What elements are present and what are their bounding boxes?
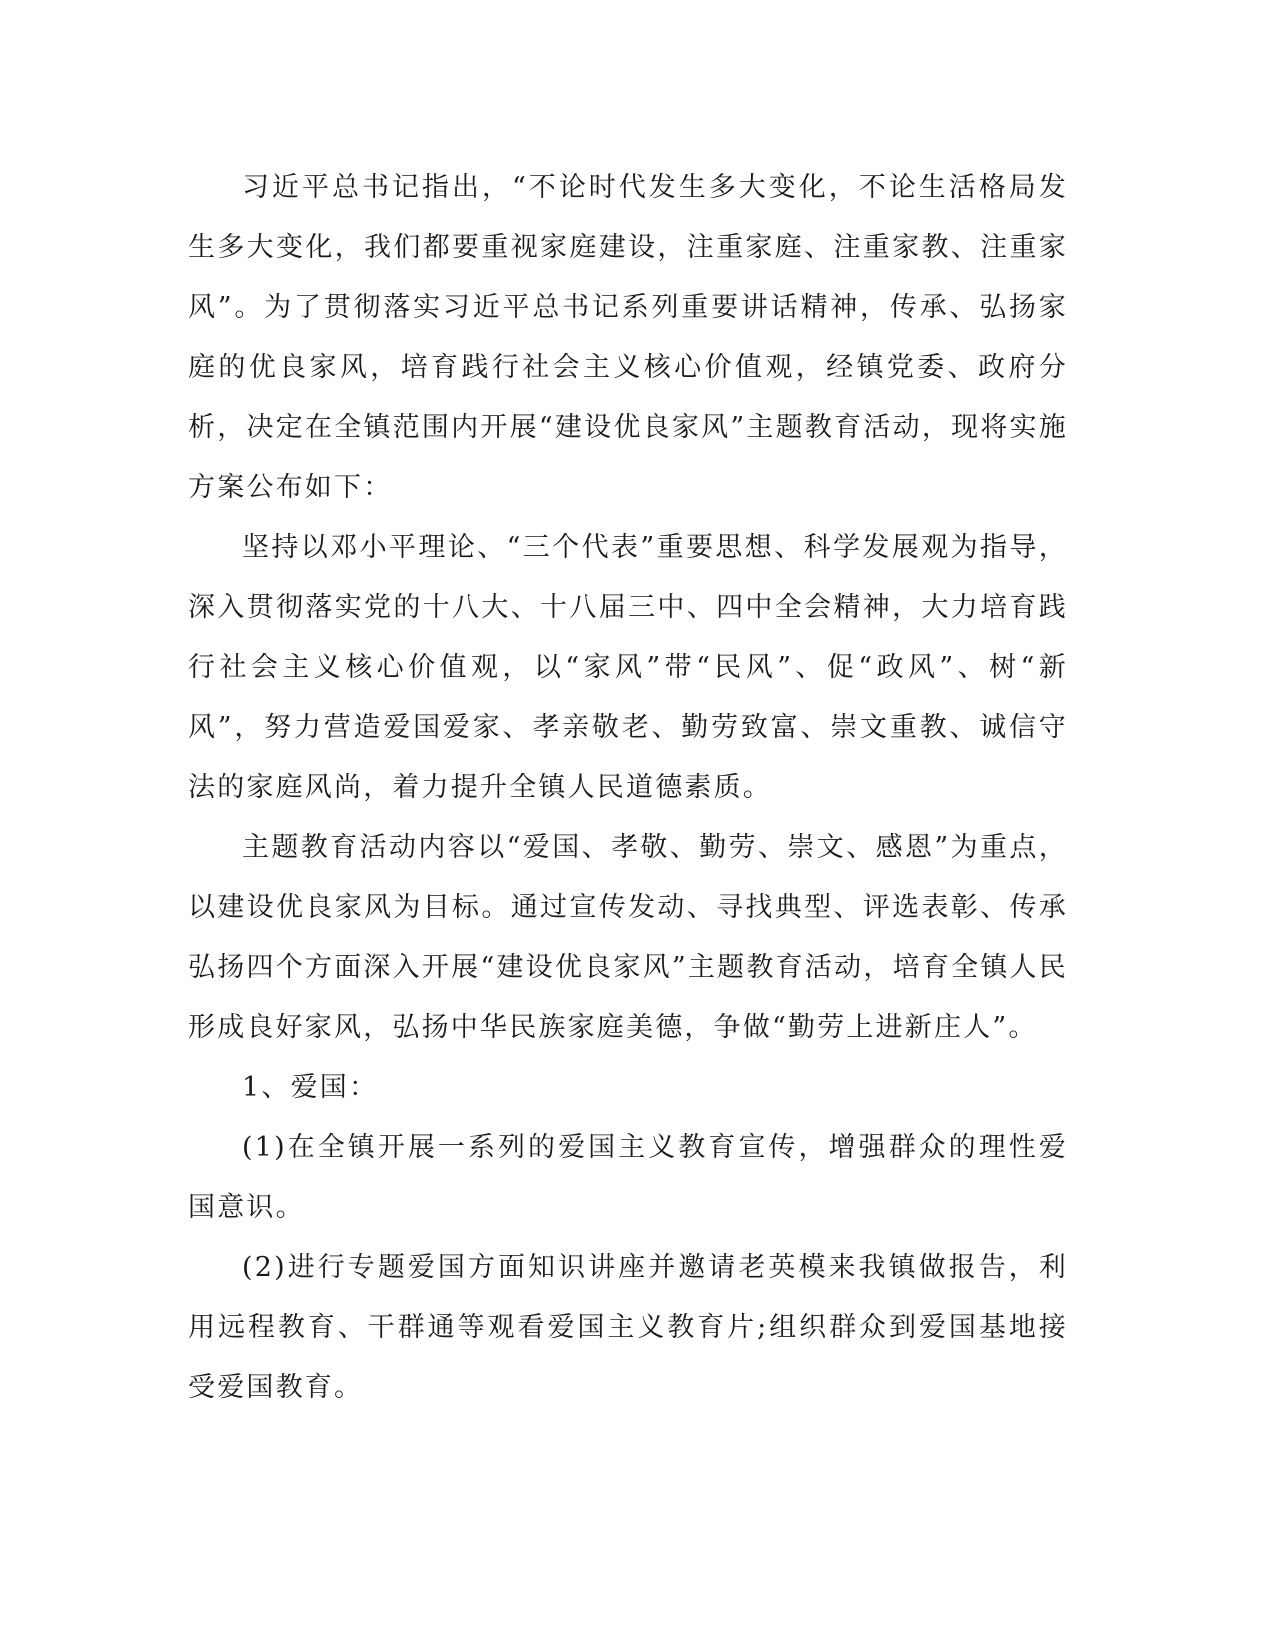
paragraph-activity-content: 主题教育活动内容以“爱国、孝敬、勤劳、崇文、感恩”为重点，以建设优良家风为目标。通过宣传发动、寻找典型、评选表彰、传承弘扬四个方面深入开展“建设优良家风”主题教育活动，培育全镇人民形成良好家风，弘扬中华民族家庭美德，争做“勤劳上进新庄人”。 xyxy=(188,832,1068,1043)
list-item-2: (2)进行专题爱国方面知识讲座并邀请老英模来我镇做报告，利用远程教育、干群通等观看爱国主义教育片;组织群众到爱国基地接受爱国教育。 xyxy=(188,1252,1068,1403)
section-heading-patriotism: 1、爱国： xyxy=(242,1072,379,1103)
paragraph-intro: 习近平总书记指出，“不论时代发生多大变化，不论生活格局发生多大变化，我们都要重视家庭建设，注重家庭、注重家教、注重家风”。为了贯彻落实习近平总书记系列重要讲话精神，传承、弘扬家庭的优良家风，培育践行社会主义核心价值观，经镇党委、政府分析，决定在全镇范围内开展“建设优良家风”主题教育活动，现将实施方案公布如下： xyxy=(188,172,1068,503)
document-body xyxy=(188,158,1068,1418)
paragraph-guiding-ideology: 坚持以邓小平理论、“三个代表”重要思想、科学发展观为指导，深入贯彻落实党的十八大、十八届三中、四中全会精神，大力培育践行社会主义核心价值观，以“家风”带“民风”、促“政风”、树“新风”，努力营造爱国爱家、孝亲敬老、勤劳致富、崇文重教、诚信守法的家庭风尚，着力提升全镇人民道德素质。 xyxy=(188,532,1068,803)
list-item-1: (1)在全镇开展一系列的爱国主义教育宣传，增强群众的理性爱国意识。 xyxy=(188,1132,1068,1223)
